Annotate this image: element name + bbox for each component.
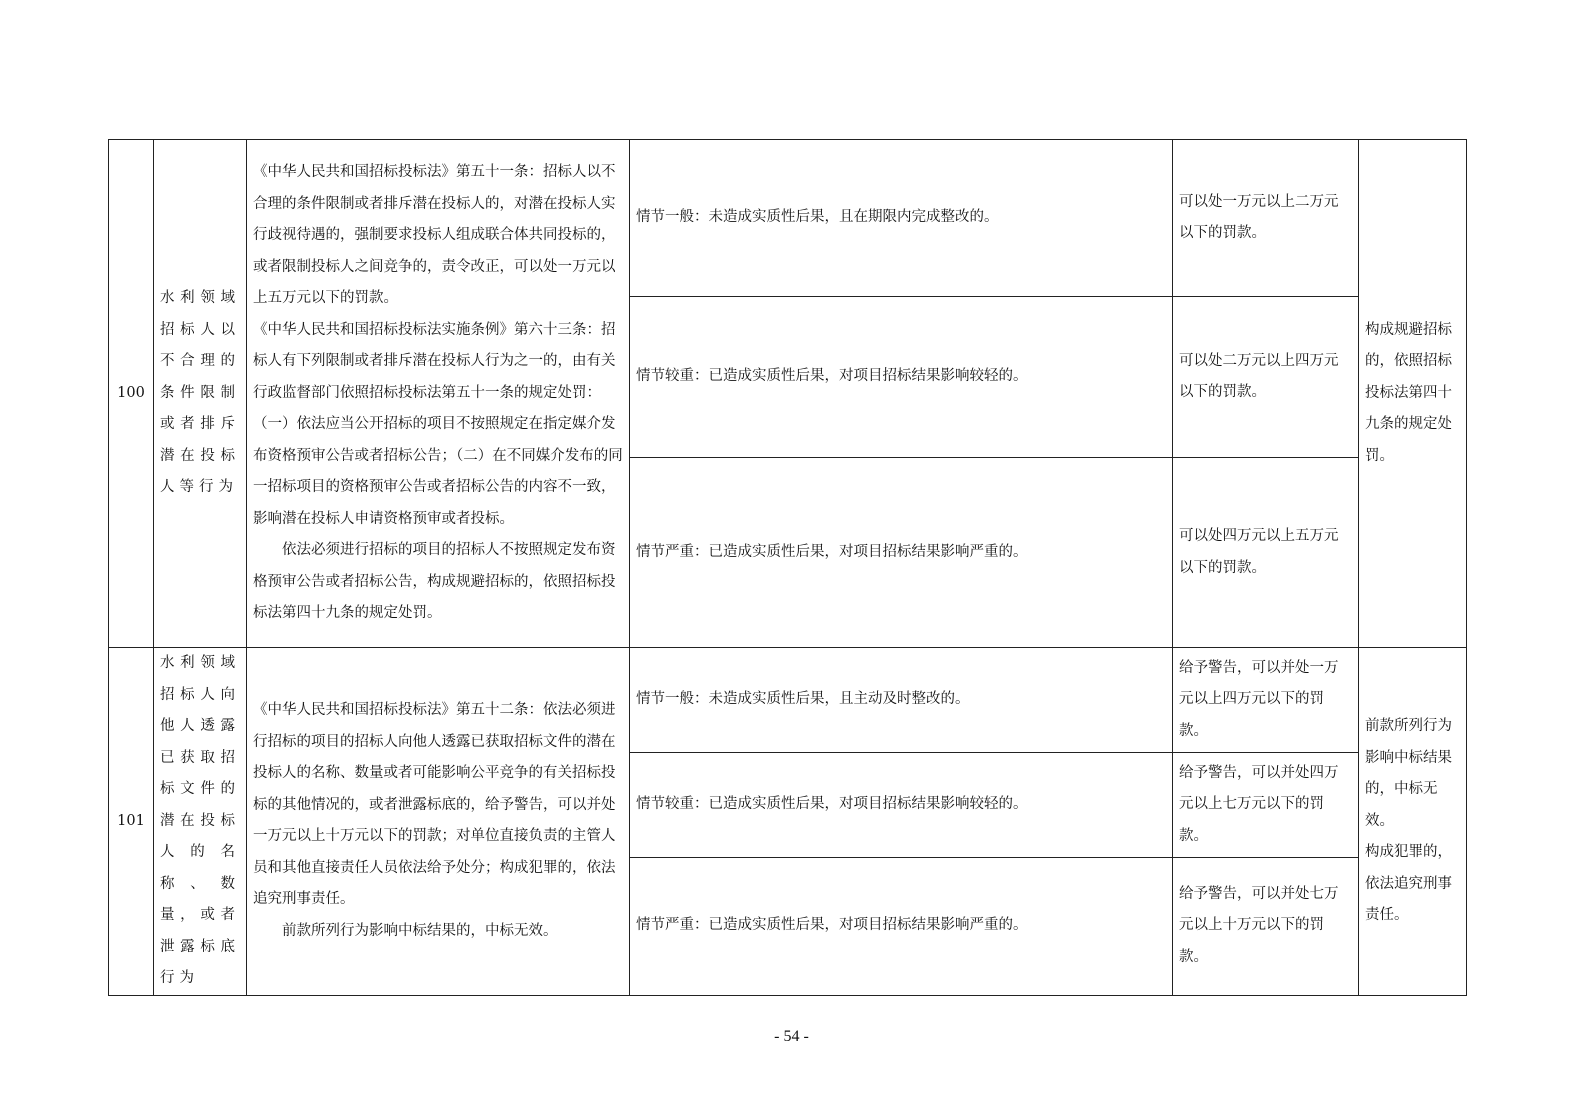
remark: 构成规避招标的，依照招标投标法第四十九条的规定处罚。 [1359, 140, 1467, 648]
penalty-standards-table [108, 139, 1467, 996]
basis-paragraph: 《中华人民共和国招标投标法实施条例》第六十三条：招标人有下列限制或者排斥潜在投标人行为之一的，由有关行政监督部门依照招标投标法第五十一条的规定处罚：（一）依法应当公开招标的项目不按照规定在指定媒介发布资格预审公告或者招标公告；（二）在不同媒介发布的同一招标项目的资格预审公告或者招标公告的内容不一致，影响潜在投标人申请资格预审或者投标。 [253, 321, 623, 527]
remark-line: 构成犯罪的，依法追究刑事责任。 [1365, 844, 1452, 923]
penalty-serious: 可以处二万元以上四万元以下的罚款。 [1173, 297, 1359, 458]
penalty-serious: 给予警告，可以并处四万元以上七万元以下的罚款。 [1173, 753, 1359, 858]
basis-paragraph: 依法必须进行招标的项目的招标人不按照规定发布资格预审公告或者招标公告，构成规避招标的，依照招标投标法第四十九条的规定处罚。 [253, 542, 616, 622]
item-number: 100 [109, 140, 154, 648]
penalty-severe: 给予警告，可以并处七万元以上十万元以下的罚款。 [1173, 857, 1359, 995]
item-number: 101 [109, 648, 154, 996]
remark-line: 前款所列行为影响中标结果的，中标无效。 [1365, 718, 1452, 829]
table-row [109, 648, 1467, 753]
circumstance-severe: 情节严重：已造成实质性后果，对项目招标结果影响严重的。 [630, 458, 1173, 648]
penalty-severe: 可以处四万元以上五万元以下的罚款。 [1173, 458, 1359, 648]
violation-name: 水利领域招标人以不合理的条件限制或者排斥潜在投标人等行为 [154, 140, 247, 648]
table-row [109, 140, 1467, 297]
penalty-general: 可以处一万元以上二万元以下的罚款。 [1173, 140, 1359, 297]
basis-paragraph: 《中华人民共和国招标投标法》第五十一条：招标人以不合理的条件限制或者排斥潜在投标人的，对潜在投标人实行歧视待遇的，强制要求投标人组成联合体共同投标的，或者限制投标人之间竞争的，责令改正，可以处一万元以上五万元以下的罚款。 [253, 164, 616, 307]
penalty-general: 给予警告，可以并处一万元以上四万元以下的罚款。 [1173, 648, 1359, 753]
circumstance-general: 情节一般：未造成实质性后果，且在期限内完成整改的。 [630, 140, 1173, 297]
page-number: - 54 - [774, 1028, 809, 1045]
violation-name: 水利领域招标人向他人透露已获取招标文件的潜在投标人的名称、数量，或者泄露标底行为 [154, 648, 247, 996]
circumstance-severe: 情节严重：已造成实质性后果，对项目招标结果影响严重的。 [630, 857, 1173, 995]
remark [1359, 648, 1467, 996]
legal-basis [247, 648, 630, 996]
basis-paragraph: 前款所列行为影响中标结果的，中标无效。 [282, 922, 558, 939]
circumstance-serious: 情节较重：已造成实质性后果，对项目招标结果影响较轻的。 [630, 297, 1173, 458]
legal-basis [247, 140, 630, 648]
circumstance-serious: 情节较重：已造成实质性后果，对项目招标结果影响较轻的。 [630, 753, 1173, 858]
basis-paragraph: 《中华人民共和国招标投标法》第五十二条：依法必须进行招标的项目的招标人向他人透露已获取招标文件的潜在投标人的名称、数量或者可能影响公平竞争的有关招标投标的其他情况的，或者泄露标底的，给予警告，可以并处一万元以上十万元以下的罚款；对单位直接负责的主管人员和其他直接责任人员依法给予处分；构成犯罪的，依法追究刑事责任。 [253, 702, 616, 908]
circumstance-general: 情节一般：未造成实质性后果，且主动及时整改的。 [630, 648, 1173, 753]
